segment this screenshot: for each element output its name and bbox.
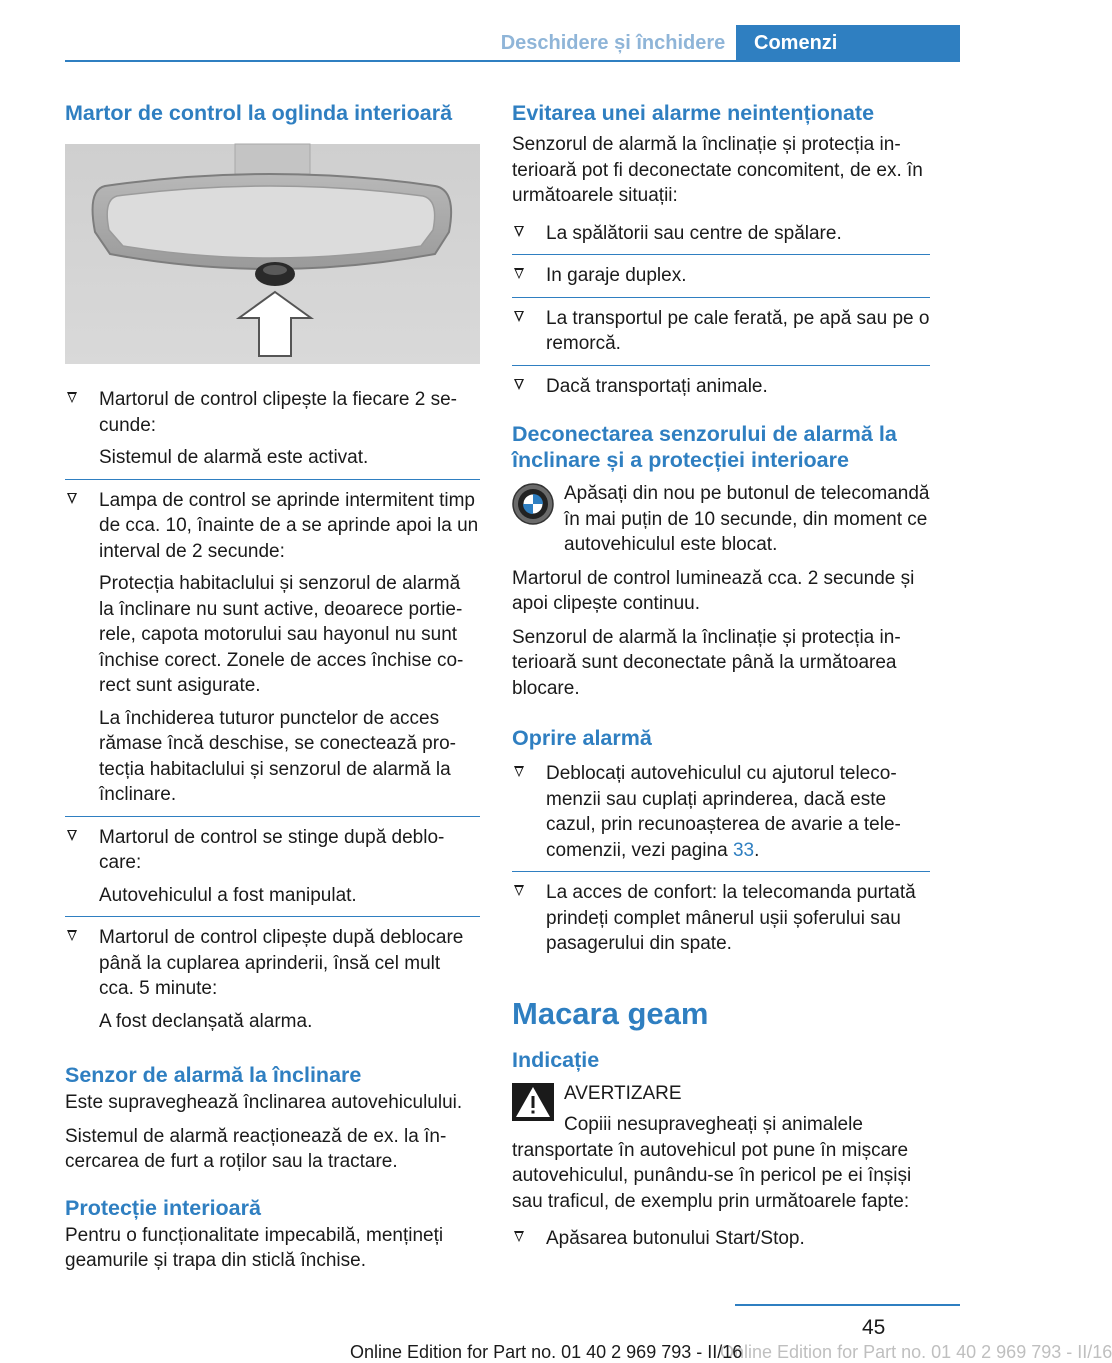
section-tab: Deschidere și închidere bbox=[500, 32, 726, 54]
list-item: Dacă transportați animale. bbox=[512, 366, 930, 408]
remote-button-paragraph: Apăsați din nou pe butonul de telecomandă în mai puțin de 10 secunde, din moment ce autovehiculul este blocat. bbox=[512, 481, 930, 558]
avoid-alarm-list bbox=[512, 213, 930, 408]
right-column bbox=[512, 100, 930, 1260]
triangle-bullet-icon bbox=[514, 226, 524, 237]
list-item: Martorul de control clipește după deblocare până la cuplarea aprinderii, însă cel mult cca. 5 minute: A fost declanșată alarma. bbox=[65, 917, 480, 1042]
triangle-bullet-icon bbox=[67, 930, 77, 941]
page-reference-link[interactable]: 33 bbox=[732, 839, 755, 861]
warning-block: AVERTIZARE Copiii nesupravegheați și animalele transportate în autovehicul pot pune în mișcare autovehiculul, punându-se în pericol pe ei înșiși sau traficul, de exemplu prin următoarele fapte: bbox=[512, 1081, 930, 1215]
watermark: Online Edition for Part no. 01 40 2 969 793 - II/16 bbox=[720, 1342, 1112, 1362]
list-item: Deblocați autovehiculul cu ajutorul telecomenzii sau cuplați aprinderea, dacă este cazul, prin recunoașterea de avarie a telecomenzii, vezi pagina 33. bbox=[512, 753, 930, 872]
list-item: Apăsarea butonului Start/Stop. bbox=[512, 1218, 930, 1260]
triangle-bullet-icon bbox=[514, 1231, 524, 1242]
page-number: 45 bbox=[862, 1316, 886, 1339]
list-item: Martorul de control se stinge după deblocare: Autovehiculul a fost manipulat. bbox=[65, 817, 480, 918]
stop-alarm-heading: Oprire alarmă bbox=[512, 726, 652, 750]
triangle-bullet-icon bbox=[67, 493, 77, 504]
disconnect-paragraph: Senzorul de alarmă la înclinație și protecția interioară sunt deconectate până la următoarea blocare. bbox=[512, 626, 901, 699]
list-item: Martorul de control clipește la fiecare 2 secunde: Sistemul de alarmă este activat. bbox=[65, 379, 480, 480]
list-item: In garaje duplex. bbox=[512, 255, 930, 298]
interior-protection-paragraph: Pentru o funcționalitate impecabilă, mențineți geamurile și trapa din sticlă închise. bbox=[65, 1224, 444, 1271]
list-item: La spălătorii sau centre de spălare. bbox=[512, 213, 930, 256]
stop-alarm-list bbox=[512, 753, 930, 965]
warning-list bbox=[512, 1218, 930, 1260]
list-item: Lampa de control se aprinde intermitent timp de cca. 10, înainte de a se aprinde apoi la un interval de 2 secunde: Protecția habitaclului și senzorul de alarmă la înclinare nu sunt active, deoarece portierele, capota motorului sau hayonul nu sunt închise corect. Zonele de acces închise corect sunt asigurate. La închiderea tuturor punctelor de acces rămase încă deschise, se conectează protecția habitaclului și senzorul de alarmă la înclinare. bbox=[65, 480, 480, 817]
avoid-alarm-paragraph: Senzorul de alarmă la înclinație și protecția interioară pot fi deconectate concomitent, de ex. în următoarele situații: bbox=[512, 134, 923, 206]
interior-protection-heading: Protecție interioară bbox=[65, 1195, 261, 1220]
avoid-alarm-heading: Evitarea unei alarme neintenționate bbox=[512, 101, 875, 125]
triangle-bullet-icon bbox=[514, 379, 524, 390]
footer-rule bbox=[735, 1304, 960, 1306]
window-lifter-heading: Macara geam bbox=[512, 995, 709, 1031]
triangle-bullet-icon bbox=[514, 766, 524, 777]
left-column bbox=[65, 100, 480, 1274]
disconnect-sensor-heading: Deconectarea senzorului de alarmă la înclinare și a protecției interioare bbox=[512, 422, 897, 472]
note-heading: Indicație bbox=[512, 1047, 600, 1072]
warning-label: AVERTIZARE bbox=[564, 1082, 682, 1104]
tilt-sensor-heading: Senzor de alarmă la înclinare bbox=[65, 1063, 362, 1087]
list-item: La transportul pe cale ferată, pe apă sau pe o remorcă. bbox=[512, 298, 930, 366]
triangle-bullet-icon bbox=[514, 885, 524, 896]
list-item: La acces de confort: la telecomanda purtată prindeți complet mânerul ușii șoferului sau pasagerului din spate. bbox=[512, 872, 930, 965]
rearview-mirror-illustration bbox=[65, 144, 480, 364]
header-rule bbox=[65, 60, 960, 62]
triangle-bullet-icon bbox=[67, 392, 77, 403]
disconnect-paragraph: Martorul de control luminează cca. 2 secunde și apoi clipește continuu. bbox=[512, 567, 915, 614]
triangle-bullet-icon bbox=[514, 268, 524, 279]
tilt-sensor-paragraph: Sistemul de alarmă reacționează de ex. la încercarea de furt a roților sau la tractare. bbox=[65, 1125, 447, 1172]
warning-paragraph: transportate în autovehicul pot pune în mișcare autovehiculul, punându-se în pericol pe ei înșiși sau traficul, de exemplu prin următoarele fapte: bbox=[512, 1139, 912, 1212]
mirror-indicator-list bbox=[65, 379, 480, 1042]
triangle-bullet-icon bbox=[514, 311, 524, 322]
mirror-indicator-heading: Martor de control la oglinda interioară bbox=[65, 101, 453, 125]
edition-note: Online Edition for Part no. 01 40 2 969 793 - II/16 bbox=[350, 1342, 743, 1362]
warning-triangle-icon bbox=[512, 1083, 554, 1121]
triangle-bullet-icon bbox=[67, 830, 77, 841]
chapter-tab: Comenzi bbox=[736, 25, 960, 61]
remote-key-icon bbox=[512, 483, 554, 525]
tilt-sensor-paragraph: Este supraveghează înclinarea autovehiculului. bbox=[65, 1092, 463, 1113]
